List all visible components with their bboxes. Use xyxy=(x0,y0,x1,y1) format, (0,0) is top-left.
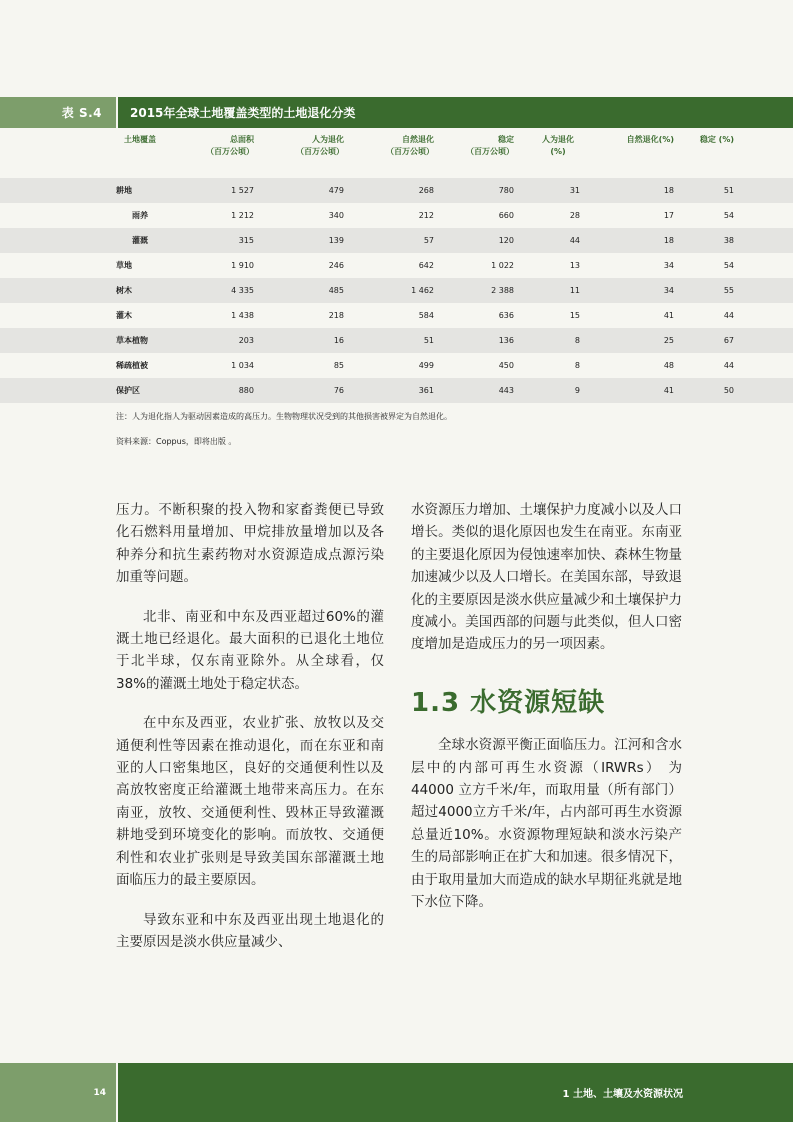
top-margin xyxy=(0,0,793,97)
cell-hp: 9 xyxy=(574,386,580,395)
cell-human: 479 xyxy=(328,186,344,195)
header-stable-pct: 稳定 (%) xyxy=(699,135,734,144)
header-land: 土地覆盖 xyxy=(124,135,156,144)
cell-natural: 584 xyxy=(418,311,434,320)
cell-stable: 660 xyxy=(498,211,514,220)
cell-human: 246 xyxy=(328,261,344,270)
cell-sp: 51 xyxy=(723,186,734,195)
cell-stable: 120 xyxy=(498,236,514,245)
cell-total: 1 527 xyxy=(231,186,254,195)
cell-np: 41 xyxy=(663,386,674,395)
cell-sp: 44 xyxy=(723,311,734,320)
cell-hp: 13 xyxy=(569,261,580,270)
table-source: 资料来源：Coppus，即将出版 。 xyxy=(116,437,237,446)
cell-stable: 636 xyxy=(498,311,514,320)
cell-name: 树木 xyxy=(116,286,132,295)
cell-total: 315 xyxy=(238,236,254,245)
table-id: 表 S.4 xyxy=(0,97,116,128)
cell-hp: 28 xyxy=(569,211,580,220)
section-heading: 1.3 水资源短缺 xyxy=(411,687,606,718)
table-note: 注：人为退化指人为驱动因素造成的高压力。生物物理状况受到的其他损害被界定为自然退化。 xyxy=(116,412,452,421)
cell-total: 203 xyxy=(238,336,254,345)
table-row xyxy=(0,178,793,203)
cell-np: 48 xyxy=(663,361,674,370)
table-row xyxy=(0,328,793,353)
cell-total: 1 034 xyxy=(231,361,254,370)
table-head xyxy=(116,128,793,178)
cell-np: 34 xyxy=(663,286,674,295)
paragraph: 在中东及西亚，农业扩张、放牧以及交通便利性等因素在推动退化，而在东亚和南亚的人口密集地区，良好的交通便利性以及高放牧密度正给灌溉土地带来高压力。在东南亚，放牧、交通便利性、毁林正导致灌溉耕地受到环境变化的影响。而放牧、交通便利性和农业扩张则是导致美国东部灌溉土地面临压力的最主要原因。 xyxy=(116,715,384,889)
cell-name: 雨养 xyxy=(132,211,148,220)
cell-hp: 8 xyxy=(574,336,580,345)
cell-human: 340 xyxy=(328,211,344,220)
cell-human: 76 xyxy=(333,386,344,395)
cell-name: 草地 xyxy=(116,261,132,270)
cell-sp: 38 xyxy=(723,236,734,245)
header-human: 人为退化 （百万公顷） xyxy=(296,135,344,156)
cell-stable: 780 xyxy=(498,186,514,195)
cell-np: 41 xyxy=(663,311,674,320)
cell-natural: 57 xyxy=(423,236,434,245)
cell-stable: 136 xyxy=(498,336,514,345)
cell-hp: 44 xyxy=(569,236,580,245)
cell-human: 218 xyxy=(328,311,344,320)
table-row xyxy=(0,203,793,228)
cell-human: 485 xyxy=(328,286,344,295)
table-row xyxy=(0,353,793,378)
cell-stable: 2 388 xyxy=(491,286,514,295)
cell-natural: 642 xyxy=(418,261,434,270)
paragraph: 导致东亚和中东及西亚出现土地退化的主要原因是淡水供应量减少、 xyxy=(116,911,384,950)
cell-sp: 67 xyxy=(723,336,734,345)
cell-stable: 450 xyxy=(498,361,514,370)
cell-total: 1 910 xyxy=(231,261,254,270)
table-row xyxy=(0,253,793,278)
cell-np: 18 xyxy=(663,236,674,245)
left-column xyxy=(116,499,384,970)
cell-np: 18 xyxy=(663,186,674,195)
table-row xyxy=(0,278,793,303)
cell-np: 34 xyxy=(663,261,674,270)
page-footer xyxy=(0,1063,793,1122)
right-column xyxy=(411,499,682,931)
paragraph: 压力。不断积聚的投入物和家畜粪便已导致化石燃料用量增加、甲烷排放量增加以及各种养分和抗生素药物对水资源造成点源污染加重等问题。 xyxy=(116,502,384,586)
header-natural: 自然退化 （百万公顷） xyxy=(386,135,434,156)
cell-hp: 11 xyxy=(569,286,580,295)
cell-name: 耕地 xyxy=(116,186,132,195)
cell-total: 1 438 xyxy=(231,311,254,320)
header-human-pct: 人为退化 (%) xyxy=(542,135,574,156)
cell-sp: 54 xyxy=(723,211,734,220)
cell-name: 灌木 xyxy=(116,311,132,320)
chapter-title: 1 土地、土壤及水资源状况 xyxy=(116,1063,793,1122)
table-row xyxy=(0,378,793,403)
cell-human: 16 xyxy=(333,336,344,345)
cell-hp: 31 xyxy=(569,186,580,195)
cell-name: 保护区 xyxy=(116,386,140,395)
cell-natural: 1 462 xyxy=(411,286,434,295)
table-row xyxy=(0,228,793,253)
cell-hp: 8 xyxy=(574,361,580,370)
data-table xyxy=(116,128,793,395)
cell-human: 85 xyxy=(333,361,344,370)
cell-total: 4 335 xyxy=(231,286,254,295)
table-body xyxy=(0,178,793,403)
cell-natural: 51 xyxy=(423,336,434,345)
header-natural-pct: 自然退化(%) xyxy=(626,135,674,144)
header-total: 总面积 （百万公顷） xyxy=(206,135,254,156)
cell-name: 草本植物 xyxy=(116,336,148,345)
cell-natural: 499 xyxy=(418,361,434,370)
cell-hp: 15 xyxy=(569,311,580,320)
cell-stable: 443 xyxy=(498,386,514,395)
header-stable: 稳定 （百万公顷） xyxy=(466,135,514,156)
paragraph: 全球水资源平衡正面临压力。江河和含水层中的内部可再生水资源（IRWRs） 为44000 立方千米/年，而取用量（所有部门）超过4000立方千米/年，占内部可再生水资源总量近10%。水资源物理短缺和淡水污染产生的局部影响正在扩大和加速。很多情况下，由于取用量加大而造成的缺水早期征兆就是地下水位下降。 xyxy=(411,737,682,911)
cell-natural: 361 xyxy=(418,386,434,395)
cell-name: 稀疏植被 xyxy=(116,361,148,370)
cell-total: 1 212 xyxy=(231,211,254,220)
cell-stable: 1 022 xyxy=(491,261,514,270)
cell-sp: 50 xyxy=(723,386,734,395)
cell-natural: 212 xyxy=(418,211,434,220)
table-row xyxy=(0,303,793,328)
cell-np: 17 xyxy=(663,211,674,220)
table-header-bar xyxy=(0,97,793,128)
paragraph: 北非、南亚和中东及西亚超过60%的灌溉土地已经退化。最大面积的已退化土地位于北半球，仅东南亚除外。从全球看，仅38%的灌溉土地处于稳定状态。 xyxy=(116,608,384,692)
paragraph: 水资源压力增加、土壤保护力度减小以及人口增长。类似的退化原因也发生在南亚。东南亚的主要退化原因为侵蚀速率加快、森林生物量加速减少以及人口增长。在美国东部，导致退化的主要原因是淡水供应量减少和土壤保护力度减小。美国西部的问题与此类似，但人口密度增加是造成压力的另一项因素。 xyxy=(411,502,682,653)
table-title: 2015年全球土地覆盖类型的土地退化分类 xyxy=(116,97,793,128)
cell-sp: 44 xyxy=(723,361,734,370)
cell-name: 灌溉 xyxy=(132,236,148,245)
page-number: 14 xyxy=(0,1063,116,1122)
cell-sp: 54 xyxy=(723,261,734,270)
cell-np: 25 xyxy=(663,336,674,345)
cell-sp: 55 xyxy=(723,286,734,295)
cell-total: 880 xyxy=(238,386,254,395)
cell-human: 139 xyxy=(328,236,344,245)
cell-natural: 268 xyxy=(418,186,434,195)
